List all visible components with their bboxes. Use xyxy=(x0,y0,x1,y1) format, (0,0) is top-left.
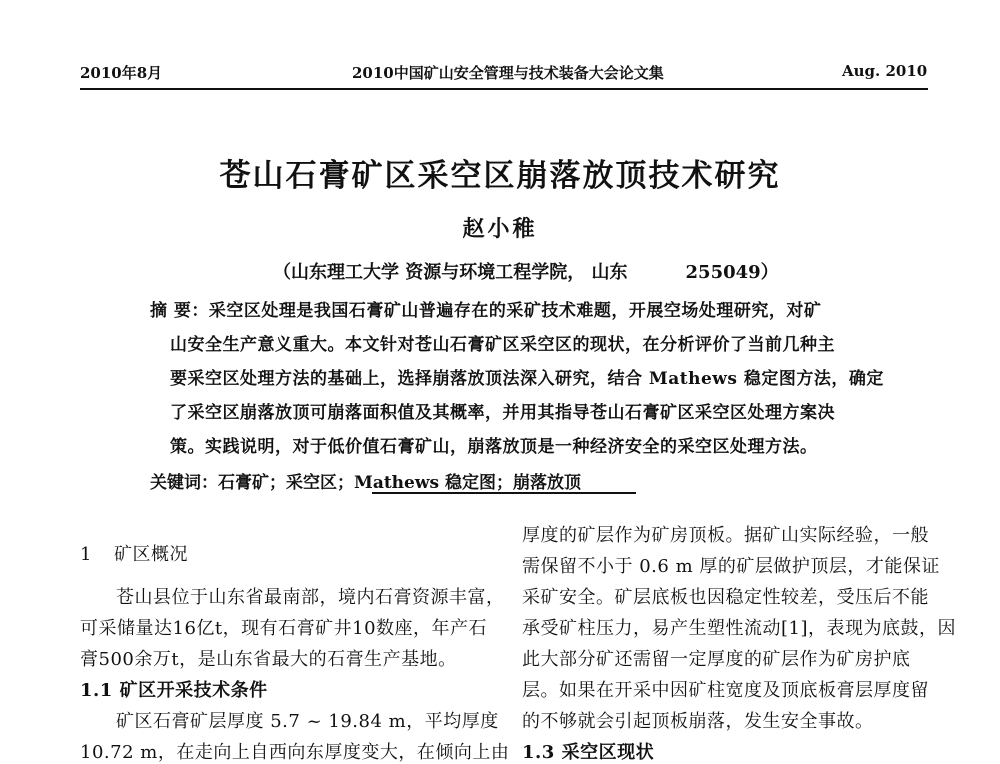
header-proceedings-title: 2010中国矿山安全管理与技术装备大会论文集 xyxy=(352,64,664,82)
abstract-line: 摘 要：采空区处理是我国石膏矿山普遍存在的采矿技术难题，开展空场处理研究，对矿 xyxy=(150,301,822,321)
paragraph-line: 苍山县位于山东省最南部，境内石膏资源丰富， xyxy=(116,587,505,608)
paragraph-line: 可采储量达16亿t，现有石膏矿井10数座，年产石 xyxy=(80,618,488,639)
paragraph-line: 膏500余万t，是山东省最大的石膏生产基地。 xyxy=(80,649,457,670)
abstract-line: 了采空区崩落放顶可崩落面积值及其概率，并用其指导苍山石膏矿区采空区处理方案决 xyxy=(170,403,835,423)
paragraph-line: 10.72 m，在走向上自西向东厚度变大，在倾向上由 xyxy=(80,742,510,763)
paragraph-line: 的不够就会引起顶板崩落，发生安全事故。 xyxy=(522,711,874,732)
paper-title: 苍山石膏矿区采空区崩落放顶技术研究 xyxy=(219,158,781,194)
paragraph-line: 采矿安全。矿层底板也因稳定性较差，受压后不能 xyxy=(522,587,929,608)
header-rule xyxy=(80,88,928,90)
header-date: 2010年8月 xyxy=(80,64,163,82)
section-1-3-heading: 1.3 采空区现状 xyxy=(522,742,655,763)
header-date-english: Aug. 2010 xyxy=(842,62,928,80)
paragraph-line: 层。如果在开采中因矿柱宽度及顶底板膏层厚度留 xyxy=(522,680,929,701)
paragraph-line: 此大部分矿还需留一定厚度的矿层作为矿房护底 xyxy=(522,649,911,670)
abstract-separator xyxy=(372,492,636,494)
author-name: 赵小稚 xyxy=(462,216,538,242)
abstract-line: 策。实践说明，对于低价值石膏矿山，崩落放顶是一种经济安全的采空区处理方法。 xyxy=(170,437,818,457)
affiliation-postcode: 255049） xyxy=(685,262,779,283)
paragraph-line: 矿区石膏矿层厚度 5.7 ~ 19.84 m，平均厚度 xyxy=(116,711,499,732)
paragraph-line: 需保留不小于 0.6 m 厚的矿层做护顶层，才能保证 xyxy=(522,556,940,577)
section-title: 矿区概况 xyxy=(113,544,188,565)
affiliation-text: （山东理工大学 资源与环境工程学院， 山东 xyxy=(273,262,628,283)
section-1-heading xyxy=(80,540,188,566)
section-1-1-heading: 1.1 矿区开采技术条件 xyxy=(80,680,268,701)
paragraph-line: 承受矿柱压力，易产生塑性流动[1]，表现为底鼓，因 xyxy=(522,618,956,639)
keywords: 关键词：石膏矿；采空区；Mathews 稳定图；崩落放顶 xyxy=(150,473,581,493)
abstract-line: 要采空区处理方法的基础上，选择崩落放顶法深入研究，结合 Mathews 稳定图方法，确定 xyxy=(170,369,884,389)
section-number: 1 xyxy=(80,544,92,565)
abstract-line: 山安全生产意义重大。本文针对苍山石膏矿区采空区的现状，在分析评价了当前几种主 xyxy=(170,335,835,355)
paragraph-line: 厚度的矿层作为矿房顶板。据矿山实际经验，一般 xyxy=(522,525,929,546)
affiliation xyxy=(273,258,779,284)
